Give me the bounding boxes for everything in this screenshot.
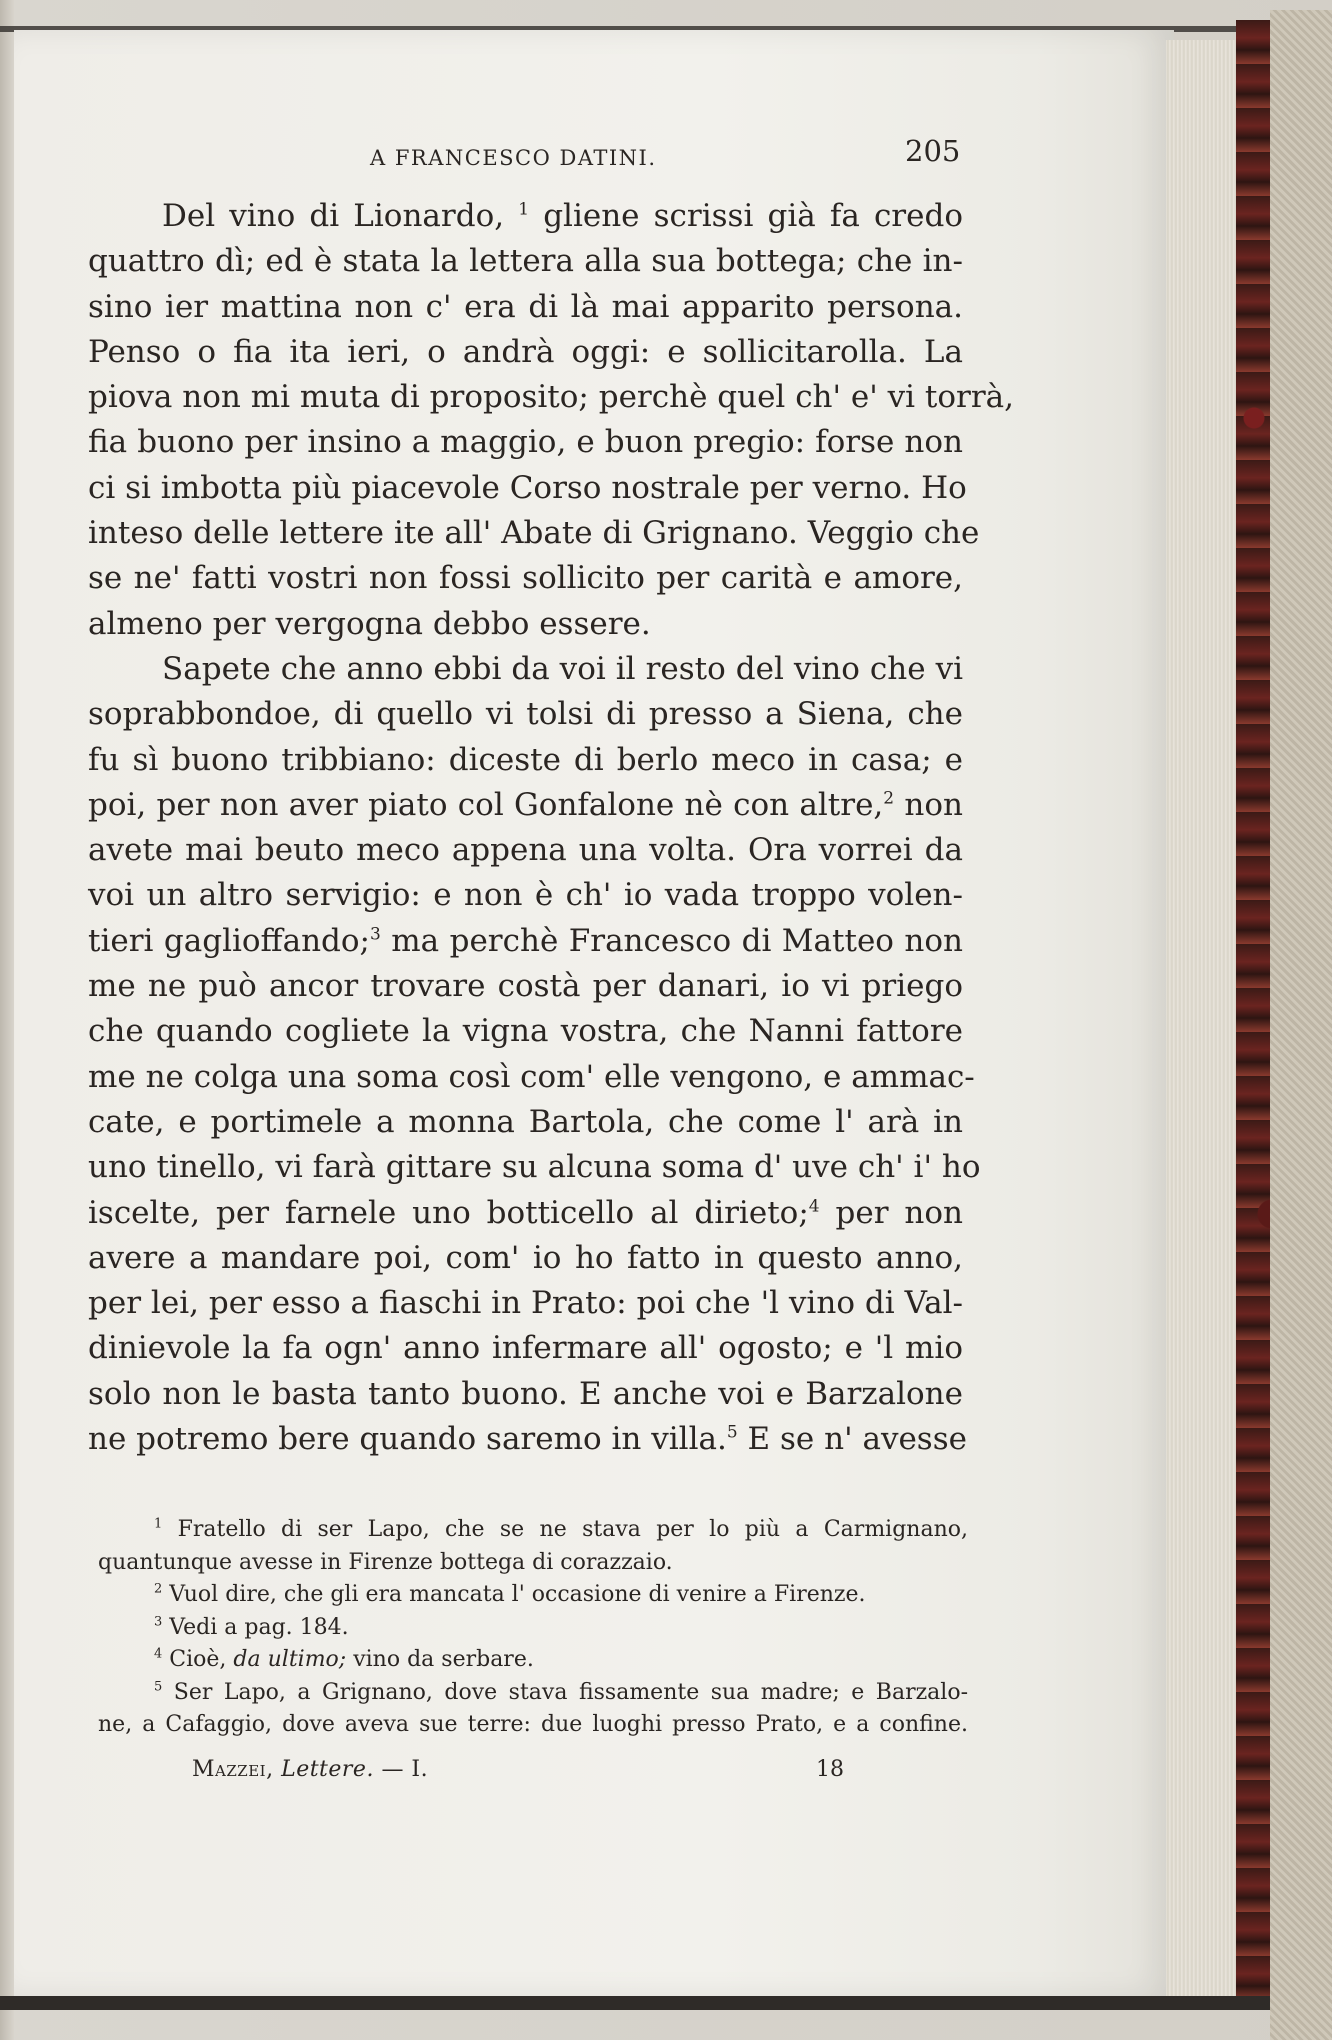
text-line: fu sì buono tribbiano: diceste di berlo meco in casa; e [88, 741, 963, 778]
text-line: soprabbondoe, di quello vi tolsi di presso a Siena, che [88, 696, 963, 733]
footnote-5-cont: ne, a Cafaggio, dove aveva sue terre: due luoghi presso Prato, e a confine. [98, 1712, 968, 1737]
text-line: Sapete che anno ebbi da voi il resto del vino che vi [162, 650, 963, 687]
signature-line: Mazzei, Lettere. — I. [192, 1757, 429, 1782]
body-text [88, 194, 1014, 1462]
text-line: avere a mandare poi, com' io ho fatto in questo anno, [88, 1239, 963, 1276]
text-line: tieri gaglioffando;$^3$ ma perchè Francesco di Matteo non [88, 922, 963, 959]
text-line: poi, per non aver piato col Gonfalone nè con altre,$^2$ non [88, 786, 963, 823]
text-line: me ne colga una soma così com' elle vengono, e ammac- [88, 1058, 975, 1095]
footnote-2: $^2$ Vuol dire, che gli era mancata l' occasione di venire a Firenze. [154, 1581, 866, 1607]
text-line: uno tinello, vi farà gittare su alcuna soma d' uve ch' i' ho [88, 1149, 981, 1186]
footnote-ref: 2 [883, 788, 895, 809]
sheet-number: 18 [816, 1757, 844, 1782]
text-line: ci si imbotta più piacevole Corso nostrale per verno. Ho [88, 469, 967, 506]
text-line: dinievole la fa ogn' anno infermare all' ogosto; e 'l mio [88, 1330, 963, 1367]
text-line: inteso delle lettere ite all' Abate di Grignano. Veggio che [88, 515, 980, 552]
footnote-ref: 3 [370, 924, 381, 945]
binding-cloth [1270, 10, 1332, 2040]
text-line: quattro dì; ed è stata la lettera alla sua bottega; che in- [88, 243, 963, 280]
text-line: solo non le basta tanto buono. E anche voi e Barzalone [88, 1375, 963, 1412]
page-fore-edge [1166, 40, 1236, 1996]
footnote-5: $^5$ Ser Lapo, a Grignano, dove stava fissamente sua madre; e Barzalo- [154, 1679, 969, 1705]
footnote-ref: 4 [808, 1196, 820, 1217]
text-line: iscelte, per farnele uno botticello al dirieto;$^4$ per non [88, 1194, 963, 1231]
footnotes [98, 1514, 968, 1742]
text-line: me ne può ancor trovare costà per danari, io vi priego [88, 968, 963, 1005]
text-line: piova non mi muta di proposito; perchè quel ch' e' vi torrà, [88, 379, 1014, 416]
footnote-ref: 5 [726, 1422, 738, 1443]
text-line: se ne' fatti vostri non fossi sollicito per carità e amore, [88, 560, 963, 597]
text-line: avete mai beuto meco appena una volta. Ora vorrei da [88, 832, 963, 869]
footnote-1: $^1$ Fratello di ser Lapo, che se ne stava per lo più a Carmignano, [154, 1516, 968, 1542]
text-line: che quando cogliete la vigna vostra, che Nanni fattore [88, 1013, 963, 1050]
text-line: Del vino di Lionardo, $^1$ gliene scrissi già fa credo [162, 198, 963, 234]
bottom-cover-edge [0, 1996, 1270, 2010]
text-line: voi un altro servigio: e non è ch' io vada troppo volen- [88, 877, 963, 914]
footnote-ref: 1 [518, 199, 530, 220]
text-line: almeno per vergogna debbo essere. [88, 605, 651, 642]
footnote-3: $^3$ Vedi a pag. 184. [154, 1614, 349, 1640]
running-title: A FRANCESCO DATINI. [370, 146, 657, 170]
footnote-1-cont: quantunque avesse in Firenze bottega di corazzaio. [98, 1549, 673, 1575]
text-line: ne potremo bere quando saremo in villa.$^5$ E se n' avesse [88, 1421, 967, 1458]
page-number: 205 [905, 134, 961, 168]
text-line: fia buono per insino a maggio, e buon pregio: forse non [88, 424, 963, 461]
text-line: cate, e portimele a monna Bartola, che come l' arà in [88, 1103, 963, 1140]
footnote-4: $^4$ Cioè, da ultimo; vino da serbare. [154, 1646, 534, 1672]
text-line: Penso o fia ita ieri, o andrà oggi: e sollicitarolla. La [88, 333, 963, 370]
left-page-edge [0, 0, 14, 2040]
text-line: sino ier mattina non c' era di là mai apparito persona. [88, 288, 963, 325]
text-line: per lei, per esso a fiaschi in Prato: poi che 'l vino di Val- [88, 1285, 963, 1322]
